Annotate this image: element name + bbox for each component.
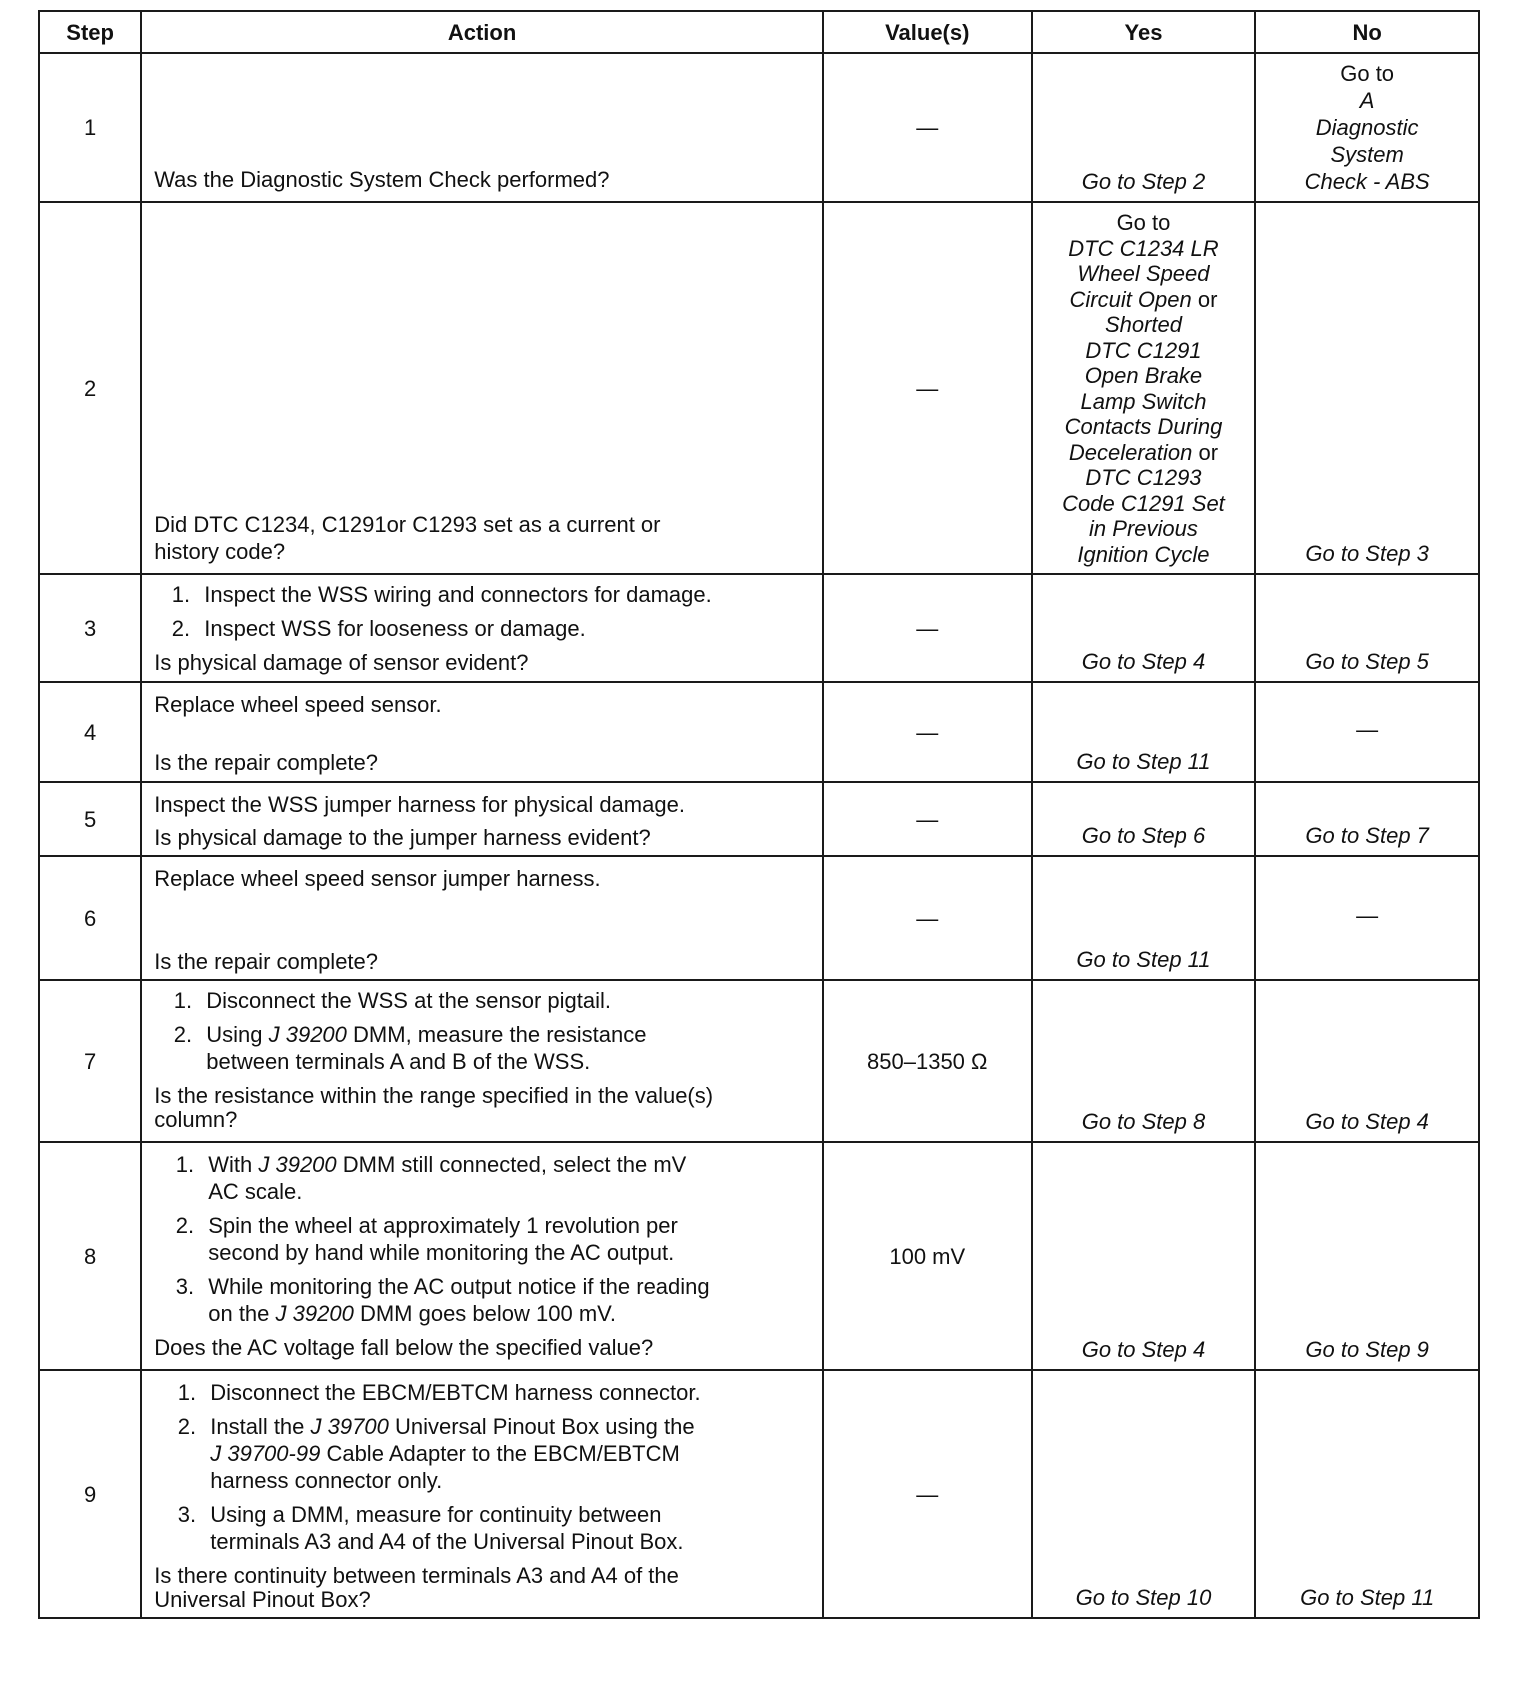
- no-cell: Go to Step 4: [1255, 980, 1479, 1142]
- no-cell: [1255, 53, 1479, 202]
- yes-cell: Go to Step 8: [1032, 980, 1256, 1142]
- yes-cell: Go to Step 4: [1032, 574, 1256, 682]
- list-text: between terminals A and B of the WSS.: [206, 1049, 591, 1074]
- ref-line: Wheel Speed: [1077, 261, 1210, 286]
- table-row: [39, 782, 1479, 856]
- ref-line: DTC C1293: [1085, 465, 1202, 490]
- no-cell: —: [1255, 856, 1479, 980]
- yes-cell: [1032, 202, 1256, 574]
- value-cell: —: [823, 202, 1032, 574]
- ref-line: in Previous: [1089, 516, 1198, 541]
- action-cell: [141, 856, 823, 980]
- no-cell: Go to Step 3: [1255, 202, 1479, 574]
- question-text: Was the Diagnostic System Check performed?: [154, 167, 610, 192]
- header-step: Step: [39, 11, 141, 53]
- list-item: [200, 1151, 806, 1205]
- value-cell: 100 mV: [823, 1142, 1032, 1370]
- value-cell: —: [823, 856, 1032, 980]
- question-text: Is the repair complete?: [154, 949, 379, 974]
- step-number: 6: [39, 856, 141, 980]
- question-text: Is the resistance within the range specified in the value(s): [154, 1083, 714, 1108]
- ref-line: DTC C1234 LR: [1068, 235, 1219, 261]
- list-text: Using: [206, 1022, 263, 1047]
- list-text: While monitoring the AC output notice if the reading: [208, 1274, 710, 1299]
- list-text: harness connector only.: [210, 1468, 443, 1493]
- table-row: [39, 1370, 1479, 1618]
- list-item: 1. Disconnect the EBCM/EBTCM harness connector.: [202, 1379, 806, 1406]
- yes-cell: Go to Step 6: [1032, 782, 1256, 856]
- header-yes: Yes: [1032, 11, 1256, 53]
- ref-line: Contacts During: [1064, 414, 1223, 439]
- list-text: DMM still connected, select the mV: [342, 1152, 687, 1177]
- question-text: column?: [154, 1107, 238, 1132]
- list-text: AC scale.: [208, 1179, 303, 1204]
- value-cell: —: [823, 1370, 1032, 1618]
- yes-cell: Go to Step 11: [1032, 682, 1256, 782]
- list-text: on the: [208, 1301, 270, 1326]
- ref-line: DTC C1291: [1085, 337, 1202, 363]
- yes-cell: Go to Step 11: [1032, 856, 1256, 980]
- question-text: Is the repair complete?: [154, 750, 379, 775]
- ref-line: Open Brake: [1084, 363, 1203, 388]
- header-values: Value(s): [823, 11, 1032, 53]
- table-row: [39, 202, 1479, 574]
- ref-prefix: Go to: [1116, 210, 1171, 235]
- action-cell: [141, 682, 823, 782]
- question-text: Is physical damage to the jumper harness evident?: [154, 825, 651, 850]
- action-cell: [141, 1370, 823, 1618]
- table-row: [39, 856, 1479, 980]
- list-item: 1. Inspect the WSS wiring and connectors for damage.: [196, 581, 806, 608]
- question-text: Is physical damage of sensor evident?: [154, 650, 529, 675]
- no-cell: Go to Step 9: [1255, 1142, 1479, 1370]
- no-cell: Go to Step 7: [1255, 782, 1479, 856]
- value-cell: —: [823, 682, 1032, 782]
- tool-name: J 39200: [268, 1022, 347, 1047]
- list-text: With: [208, 1152, 253, 1177]
- list-item: 1. Disconnect the WSS at the sensor pigtail.: [198, 987, 806, 1014]
- ref-line: Lamp Switch: [1080, 388, 1207, 414]
- tool-name: J 39200: [275, 1301, 354, 1326]
- tool-name: J 39700-99: [210, 1441, 321, 1466]
- value-cell: —: [823, 53, 1032, 202]
- table-row: [39, 53, 1479, 202]
- ref-line: System: [1330, 142, 1404, 167]
- step-number: 7: [39, 980, 141, 1142]
- action-cell: [141, 980, 823, 1142]
- value-cell: —: [823, 782, 1032, 856]
- action-cell: [141, 574, 823, 682]
- ref-line: Ignition Cycle: [1077, 541, 1210, 567]
- ref-line: Check - ABS: [1304, 169, 1430, 194]
- question-text: Did DTC C1234, C1291or C1293 set as a current or: [154, 512, 661, 537]
- instruction-text: Replace wheel speed sensor.: [154, 692, 442, 717]
- ref-line: A: [1359, 88, 1375, 113]
- value-cell: —: [823, 574, 1032, 682]
- question-text: history code?: [154, 539, 286, 564]
- ref-conj: or: [1192, 439, 1219, 465]
- step-number: 5: [39, 782, 141, 856]
- step-number: 8: [39, 1142, 141, 1370]
- action-cell: [141, 202, 823, 574]
- ref-line: Shorted: [1104, 312, 1182, 337]
- list-text: second by hand while monitoring the AC output.: [208, 1240, 675, 1265]
- ref-line: Diagnostic: [1315, 115, 1419, 140]
- table-row: [39, 980, 1479, 1142]
- tool-name: J 39700: [310, 1414, 389, 1439]
- list-item: 2. Inspect WSS for looseness or damage.: [196, 615, 806, 642]
- header-no: No: [1255, 11, 1479, 53]
- list-item: [202, 1501, 806, 1555]
- list-item: [200, 1212, 806, 1266]
- step-number: 9: [39, 1370, 141, 1618]
- step-number: 4: [39, 682, 141, 782]
- ref-line: Circuit Open: [1069, 286, 1192, 312]
- action-cell: [141, 782, 823, 856]
- no-cell: —: [1255, 682, 1479, 782]
- no-cell: Go to Step 11: [1255, 1370, 1479, 1618]
- ref-prefix: Go to: [1340, 61, 1395, 86]
- list-text: DMM goes below 100 mV.: [359, 1301, 616, 1326]
- yes-cell: Go to Step 4: [1032, 1142, 1256, 1370]
- tool-name: J 39200: [258, 1152, 337, 1177]
- list-item: [198, 1021, 806, 1075]
- list-text: Install the: [210, 1414, 305, 1439]
- step-number: 3: [39, 574, 141, 682]
- ref-conj: or: [1191, 286, 1218, 312]
- value-cell: 850–1350 Ω: [823, 980, 1032, 1142]
- list-item: [202, 1413, 806, 1494]
- list-text: Spin the wheel at approximately 1 revolution per: [208, 1213, 678, 1238]
- action-cell: [141, 1142, 823, 1370]
- yes-cell: Go to Step 10: [1032, 1370, 1256, 1618]
- question-text: Does the AC voltage fall below the specified value?: [154, 1335, 654, 1360]
- step-number: 1: [39, 53, 141, 202]
- step-number: 2: [39, 202, 141, 574]
- list-item: [200, 1273, 806, 1327]
- table-row: [39, 682, 1479, 782]
- header-action: Action: [141, 11, 823, 53]
- ref-line: Code C1291 Set: [1062, 490, 1225, 516]
- ref-line: Deceleration: [1068, 439, 1193, 465]
- question-text: Universal Pinout Box?: [154, 1587, 371, 1612]
- list-text: Using a DMM, measure for continuity between: [210, 1502, 662, 1527]
- question-text: Is there continuity between terminals A3 and A4 of the: [154, 1563, 679, 1588]
- yes-cell: Go to Step 2: [1032, 53, 1256, 202]
- action-cell: [141, 53, 823, 202]
- no-cell: Go to Step 5: [1255, 574, 1479, 682]
- instruction-text: Replace wheel speed sensor jumper harness.: [154, 866, 601, 891]
- table-row: [39, 574, 1479, 682]
- instruction-text: Inspect the WSS jumper harness for physical damage.: [154, 792, 685, 817]
- diagnostic-table: [38, 10, 1480, 1619]
- table-row: [39, 1142, 1479, 1370]
- header-row: [39, 11, 1479, 53]
- list-text: Universal Pinout Box using the: [394, 1414, 695, 1439]
- list-text: Cable Adapter to the EBCM/EBTCM: [326, 1441, 680, 1466]
- list-text: DMM, measure the resistance: [353, 1022, 647, 1047]
- list-text: terminals A3 and A4 of the Universal Pinout Box.: [210, 1529, 684, 1554]
